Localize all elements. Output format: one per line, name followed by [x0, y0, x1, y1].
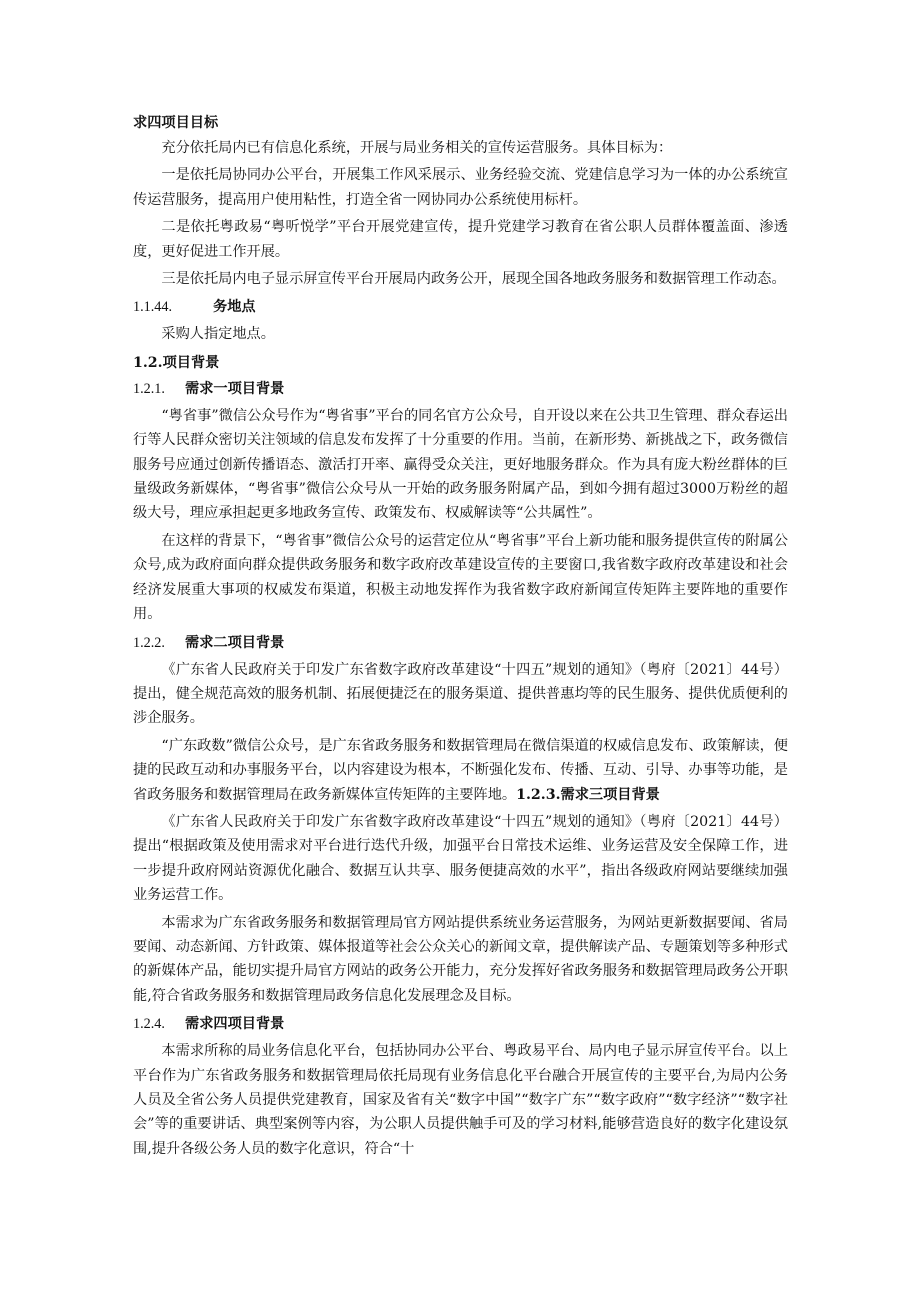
paragraph-location: 采购人指定地点。	[161, 326, 275, 343]
heading-number: 1.2.2.	[133, 634, 165, 651]
paragraph-goal-intro: 充分依托局内已有信息化系统，开展与局业务相关的宣传运营服务。具体目标为：	[161, 140, 673, 156]
paragraph-background-2b	[133, 734, 788, 807]
paragraph-goal-3: 三是依托局内电子显示屏宣传平台开展局内政务公开，展现全国各地政务服务和数据管理工作动态。	[161, 271, 786, 288]
heading-background-4	[133, 1011, 788, 1037]
paragraph-goal-2: 二是依托粤政易“粤听悦学”平台开展党建宣传，提升党建学习教育在省公职人员群体覆盖面、渗透度，更好促进工作开展。	[133, 219, 788, 260]
paragraph-background-3a: 《广东省人民政府关于印发广东省数字政府改革建设“十四五”规划的通知》（粤府〔2021〕44号）提出“根据政策及使用需求对平台进行迭代升级，加强平台日常技术运维、业务运营及安全保障工作，进一步提升政府网站资源优化融合、数据互认共享、服务便捷高效的水平”，指出各级政府网站要继续加强业务运营工作。	[133, 813, 788, 904]
paragraph-text: “广东政数”微信公众号，是广东省政务服务和数据管理局在微信渠道的权威信息发布、政策解读，便捷的民政互动和办事服务平台，以内容建设为根本，不断强化发布、传播、互动、引导、办事等功能，是省政务服务和数据管理局在政务新媒体宣传矩阵的主要阵地。	[133, 737, 788, 803]
document-body	[133, 110, 788, 1164]
heading-service-location	[133, 294, 788, 320]
heading-background-2	[133, 630, 788, 656]
paragraph-goal-1: 一是依托局协同办公平台，开展集工作风采展示、业务经验交流、党建信息学习为一体的办公系统宣传运营服务，提高用户使用粘性，打造全省一网协同办公系统使用标杆。	[133, 167, 788, 208]
heading-title: 需求一项目背景	[185, 380, 285, 397]
paragraph-background-1b: 在这样的背景下，“粤省事”微信公众号的运营定位从“粤省事”平台上新功能和服务提供宣传的附属公众号,成为政府面向群众提供政务服务和数字政府改革建设宣传的主要窗口,我省数字政府改革建设和社会经济发展重大事项的权威发布渠道，积极主动地发挥作为我省数字政府新闻宣传矩阵主要阵地的重要作用。	[133, 532, 788, 623]
heading-goal-4: 求四项目目标	[133, 115, 219, 131]
heading-background-3-inline: 1.2.3.需求三项目背景	[516, 786, 660, 803]
paragraph-background-2a: 《广东省人民政府关于印发广东省数字政府改革建设“十四五”规划的通知》（粤府〔2021〕44号）提出，健全规范高效的服务机制、拓展便捷泛在的服务渠道、提供普惠均等的民生服务、提供优质便利的涉企服务。	[133, 661, 788, 727]
heading-number: 1.1.44.	[133, 299, 173, 316]
paragraph-background-1a: “粤省事”微信公众号作为“粤省事”平台的同名官方公众号，自开设以来在公共卫生管理、群众春运出行等人民群众密切关注领域的信息发布发挥了十分重要的作用。当前，在新形势、新挑战之下，政务微信服务号应通过创新传播语态、激活打开率、赢得受众关注，更好地服务群众。作为具有庞大粉丝群体的巨量级政务新媒体，“粤省事”微信公众号从一开始的政务服务附属产品，到如今拥有超过3000万粉丝的超级大号，理应承担起更多地政务宣传、政策发布、权威解读等“公共属性”。	[133, 407, 788, 522]
heading-project-background: 1.2.项目背景	[133, 354, 220, 371]
heading-number: 1.2.1.	[133, 380, 165, 397]
heading-title: 需求二项目背景	[185, 634, 285, 651]
heading-title: 需求四项目背景	[185, 1016, 285, 1033]
heading-title: 务地点	[213, 299, 256, 316]
heading-number: 1.2.4.	[133, 1016, 165, 1033]
heading-background-1	[133, 376, 788, 402]
paragraph-background-4a: 本需求所称的局业务信息化平台，包括协同办公平台、粤政易平台、局内电子显示屏宣传平台。以上平台作为广东省政务服务和数据管理局依托局现有业务信息化平台融合开展宣传的主要平台,为局内公务人员及全省公务人员提供党建教育，国家及省有关“数字中国”“数字广东”“数字政府”“数字经济”“数字社会”等的重要讲话、典型案例等内容，为公职人员提供触手可及的学习材料,能够营造良好的数字化建设氛围,提升各级公务人员的数字化意识，符合“十	[133, 1043, 788, 1157]
paragraph-background-3b: 本需求为广东省政务服务和数据管理局官方网站提供系统业务运营服务，为网站更新数据要闻、省局要闻、动态新闻、方针政策、媒体报道等社会公众关心的新闻文章，提供解读产品、专题策划等多种形式的新媒体产品，能切实提升局官方网站的政务公开能力，充分发挥好省政务服务和数据管理局政务公开职能,符合省政务服务和数据管理局政务信息化发展理念及目标。	[133, 914, 788, 1004]
